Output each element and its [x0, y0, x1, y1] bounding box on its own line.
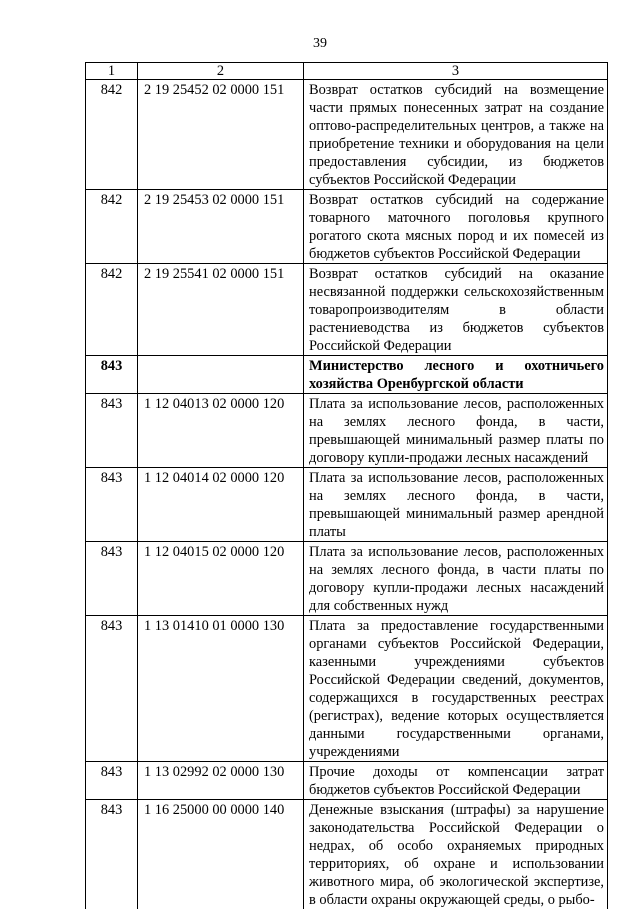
column-header-3: 3 [304, 63, 608, 80]
admin-code-cell: 843 [86, 762, 138, 800]
admin-code-cell: 843 [86, 468, 138, 542]
description-cell: Возврат остатков субсидий на оказание несвязанной поддержки сельскохозяйственным товаропроизводителям в области растениеводства из бюджетов субъектов Российской Федерации [304, 264, 608, 356]
description-cell: Прочие доходы от компенсации затрат бюджетов субъектов Российской Федерации [304, 762, 608, 800]
description-cell: Возврат остатков субсидий на возмещение части прямых понесенных затрат на создание оптово-распределительных центров, а также на приобретение техники и оборудования на цели предоставления субсидии, из бюджетов субъектов Российской Федерации [304, 80, 608, 190]
table-row [86, 542, 608, 616]
revenue-code-cell: 1 13 02992 02 0000 130 [138, 762, 304, 800]
description-cell: Возврат остатков субсидий на содержание товарного маточного поголовья крупного рогатого скота мясных пород и их помесей из бюджетов субъектов Российской Федерации [304, 190, 608, 264]
table-row [86, 190, 608, 264]
table-row [86, 762, 608, 800]
column-header-1: 1 [86, 63, 138, 80]
column-header-2: 2 [138, 63, 304, 80]
description-cell: Плата за использование лесов, расположенных на землях лесного фонда, в части, превышающей минимальный размер платы по договору купли-продажи лесных насаждений [304, 394, 608, 468]
table-row [86, 80, 608, 190]
admin-code-cell: 843 [86, 542, 138, 616]
description-cell: Плата за предоставление государственными органами субъектов Российской Федерации, казенными учреждениями субъектов Российской Федерации сведений, документов, содержащихся в государственных реестрах (регистрах), ведение которых осуществляется данными государственными органами, учреждениями [304, 616, 608, 762]
table-header-row [86, 63, 608, 80]
description-cell: Денежные взыскания (штрафы) за нарушение законодательства Российской Федерации о недрах, об особо охраняемых природных территориях, об охране и использовании животного мира, об экологической экспертизе, в области охраны окружающей среды, о рыбо- [304, 800, 608, 909]
revenue-code-cell: 1 12 04013 02 0000 120 [138, 394, 304, 468]
admin-code-cell: 843 [86, 800, 138, 909]
revenue-code-cell: 1 12 04014 02 0000 120 [138, 468, 304, 542]
table-row [86, 800, 608, 909]
revenue-code-cell [138, 356, 304, 394]
table-row [86, 468, 608, 542]
revenue-code-cell: 2 19 25541 02 0000 151 [138, 264, 304, 356]
admin-code-cell: 842 [86, 264, 138, 356]
description-cell: Плата за использование лесов, расположенных на землях лесного фонда, в части, превышающей минимальный размер арендной платы [304, 468, 608, 542]
table-row [86, 264, 608, 356]
admin-code-cell: 843 [86, 394, 138, 468]
revenue-code-cell: 1 16 25000 00 0000 140 [138, 800, 304, 909]
revenue-code-cell: 2 19 25452 02 0000 151 [138, 80, 304, 190]
description-cell: Плата за использование лесов, расположенных на землях лесного фонда, в части платы по договору купли-продажи лесных насаждений для собственных нужд [304, 542, 608, 616]
page-number: 39 [0, 36, 640, 52]
revenue-code-cell: 1 12 04015 02 0000 120 [138, 542, 304, 616]
admin-code-cell: 843 [86, 356, 138, 394]
ministry-heading-row [86, 356, 608, 394]
revenue-codes-table [85, 62, 608, 909]
revenue-code-cell: 1 13 01410 01 0000 130 [138, 616, 304, 762]
admin-code-cell: 842 [86, 190, 138, 264]
table-row [86, 616, 608, 762]
admin-code-cell: 842 [86, 80, 138, 190]
table-row [86, 394, 608, 468]
revenue-code-cell: 2 19 25453 02 0000 151 [138, 190, 304, 264]
admin-code-cell: 843 [86, 616, 138, 762]
ministry-name-cell: Министерство лесного и охотничьего хозяйства Оренбургской области [304, 356, 608, 394]
